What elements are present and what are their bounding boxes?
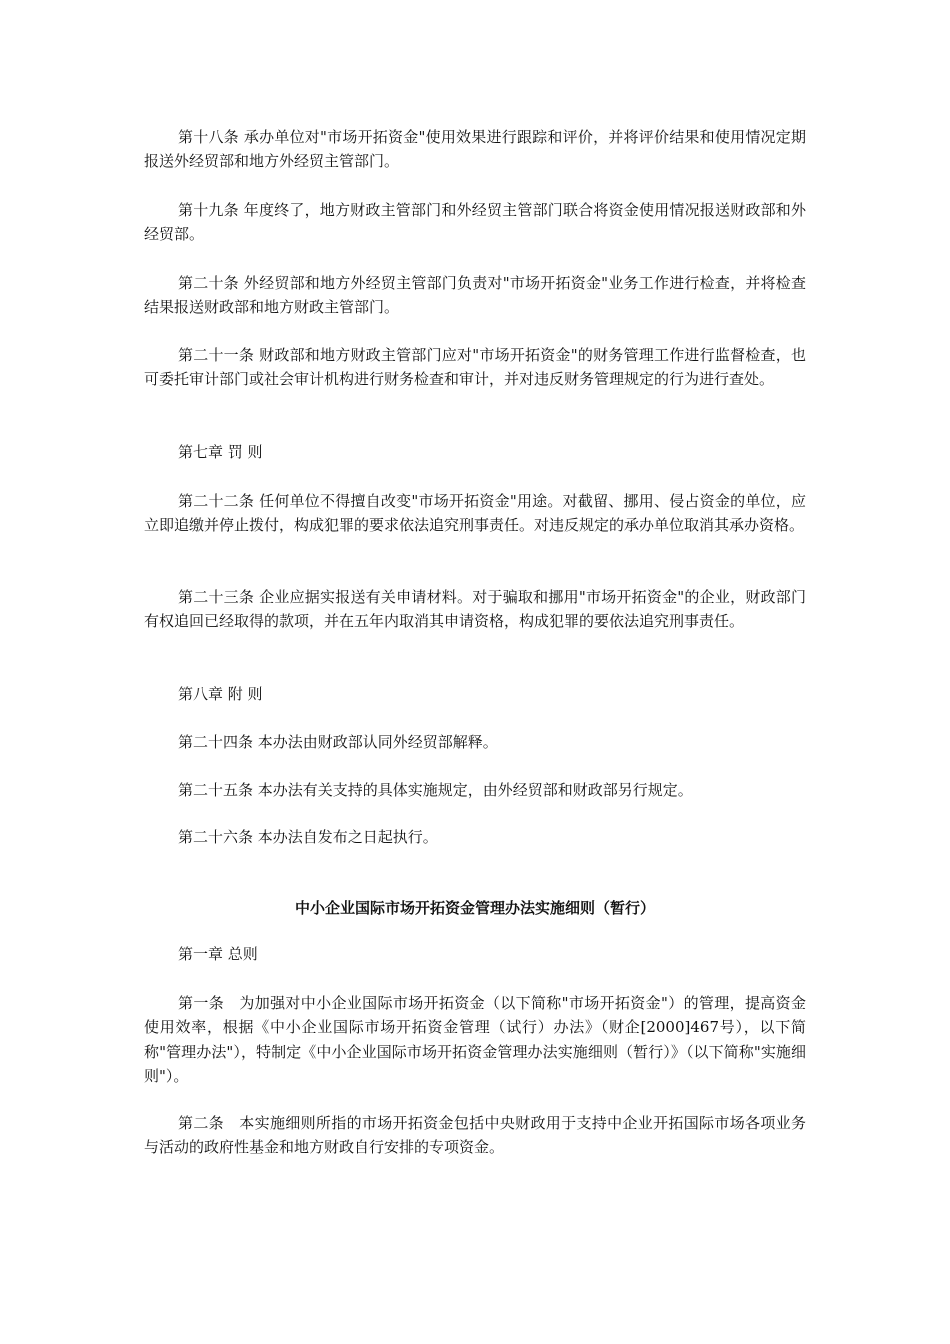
chapter-8-heading: 第八章 附 则: [178, 685, 263, 703]
article-22: 第二十二条 任何单位不得擅自改变"市场开拓资金"用途。对截留、挪用、侵占资金的单位，应立即追缴并停止拨付，构成犯罪的要求依法追究刑事责任。对违反规定的承办单位取消其承办资格。: [144, 492, 806, 535]
article-25: 第二十五条 本办法有关支持的具体实施规定，由外经贸部和财政部另行规定。: [178, 781, 693, 799]
article-21: 第二十一条 财政部和地方财政主管部门应对"市场开拓资金"的财务管理工作进行监督检查，也可委托审计部门或社会审计机构进行财务检查和审计，并对违反财务管理规定的行为进行查处。: [144, 346, 806, 389]
section-title: 中小企业国际市场开拓资金管理办法实施细则（暂行）: [294, 899, 655, 917]
article-18: 第十八条 承办单位对"市场开拓资金"使用效果进行跟踪和评价，并将评价结果和使用情况定期报送外经贸部和地方外经贸主管部门。: [144, 128, 806, 171]
article-26: 第二十六条 本办法自发布之日起执行。: [178, 828, 438, 846]
article-23: 第二十三条 企业应据实报送有关申请材料。对于骗取和挪用"市场开拓资金"的企业，财政部门有权追回已经取得的款项，并在五年内取消其申请资格，构成犯罪的要依法追究刑事责任。: [144, 588, 806, 631]
article-1: 第一条 为加强对中小企业国际市场开拓资金（以下简称"市场开拓资金"）的管理，提高资金使用效率，根据《中小企业国际市场开拓资金管理（试行）办法》（财企[2000]467号），以下简称"管理办法"），特制定《中小企业国际市场开拓资金管理办法实施细则（暂行）》（以下简称"实施细则"）。: [144, 994, 806, 1086]
chapter-7-heading: 第七章 罚 则: [178, 443, 263, 461]
article-2: 第二条 本实施细则所指的市场开拓资金包括中央财政用于支持中企业开拓国际市场各项业务与活动的政府性基金和地方财政自行安排的专项资金。: [144, 1114, 806, 1157]
article-24: 第二十四条 本办法由财政部认同外经贸部解释。: [178, 733, 498, 751]
chapter-1-heading: 第一章 总则: [178, 945, 258, 963]
article-19: 第十九条 年度终了，地方财政主管部门和外经贸主管部门联合将资金使用情况报送财政部和外经贸部。: [144, 201, 806, 244]
article-20: 第二十条 外经贸部和地方外经贸主管部门负责对"市场开拓资金"业务工作进行检查，并将检查结果报送财政部和地方财政主管部门。: [144, 274, 806, 317]
